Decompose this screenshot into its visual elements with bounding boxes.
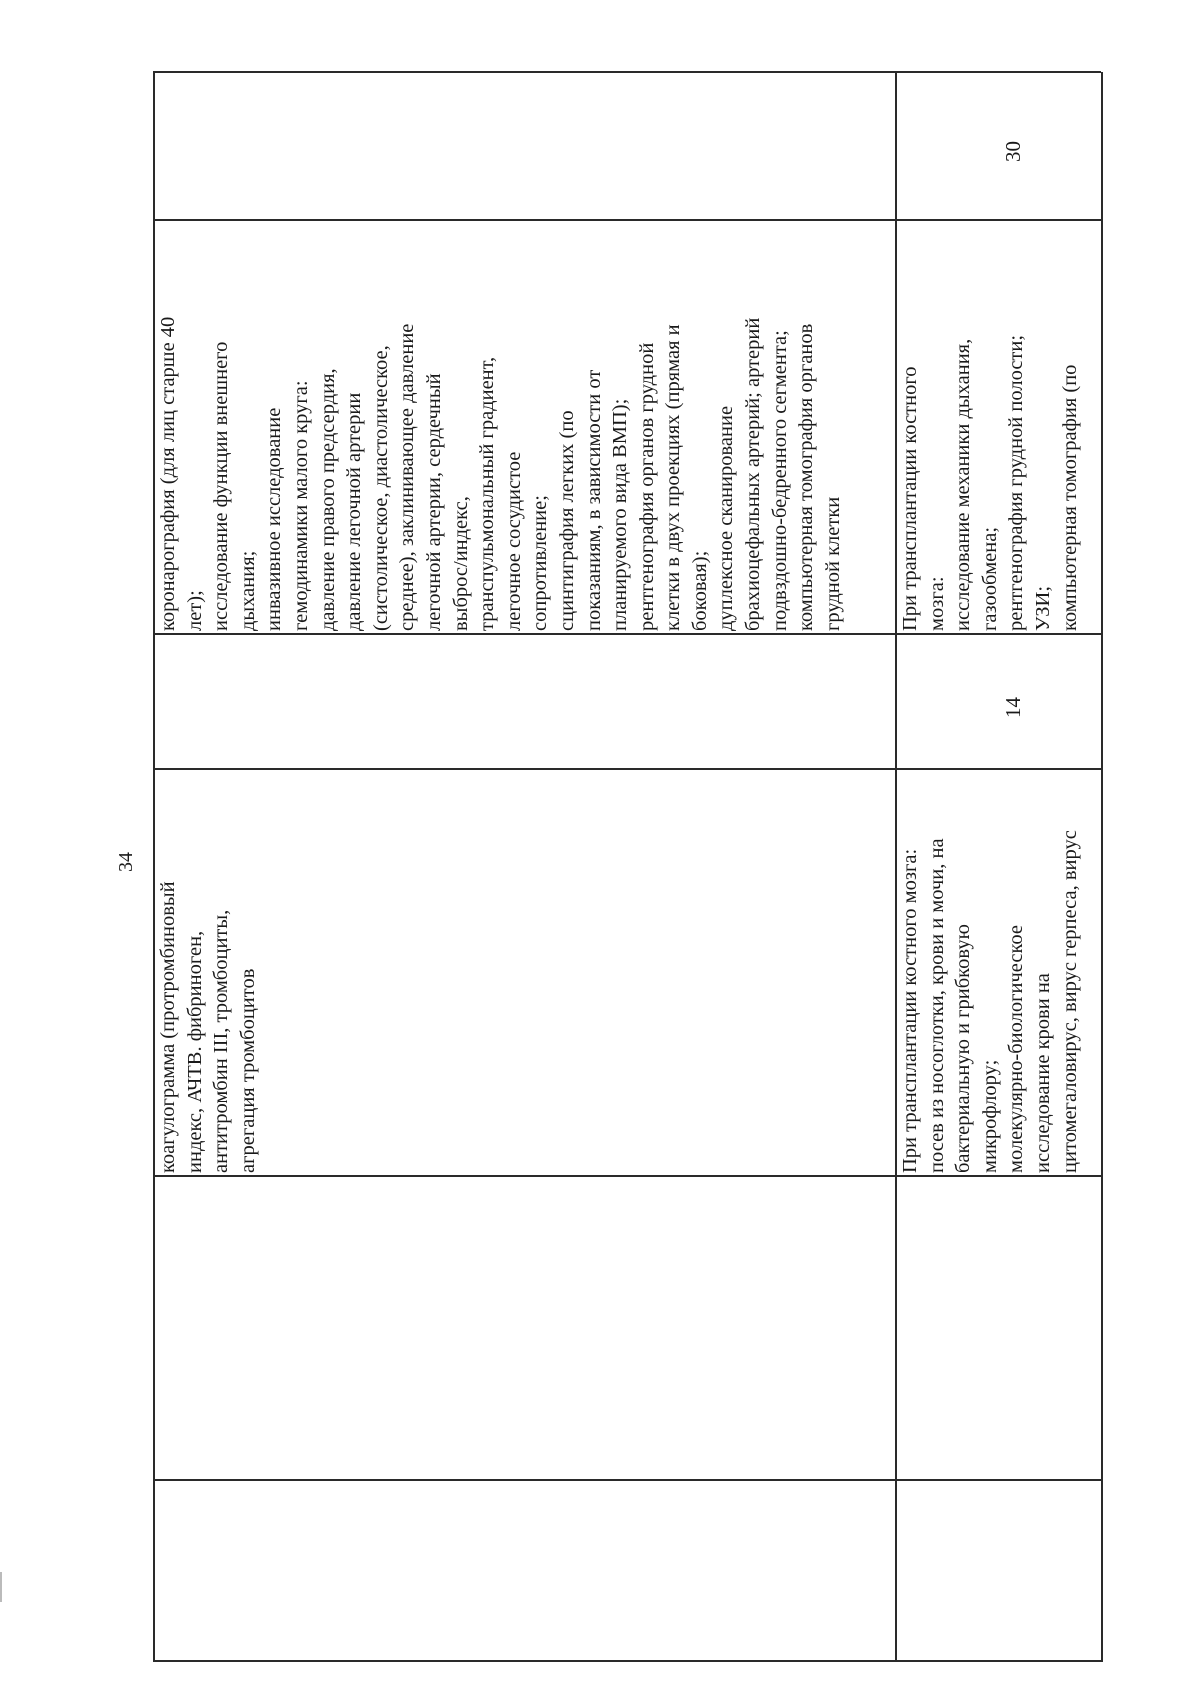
table-cell-row2-col6: 30 bbox=[1001, 141, 1025, 162]
table-cell-row2-col4: 14 bbox=[1001, 697, 1025, 718]
table-border-bottom bbox=[1101, 72, 1103, 1662]
page-number: 34 bbox=[115, 852, 137, 872]
table-cell-row2-col5: При трансплантации костного мозга: исследование механики дыхания, газообмена; рентгенография грудной полости; УЗИ; компьютерная томография (по bbox=[899, 334, 1081, 631]
scan-edge-mark bbox=[0, 1572, 2, 1602]
table-col-divider-1 bbox=[153, 1480, 1101, 1482]
table-cell-row2-col3: При трансплантации костного мозга: посев из носоглотки, крови и мочи, на бактериальную и грибковую микрофлору; молекулярно-биологическое исследование крови на цитомегаловирус, вирус герпеса, вирус bbox=[899, 830, 1081, 1173]
table-border-right bbox=[153, 72, 1101, 74]
table-cell-row1-col3: коагулограмма (протромбиновый индекс, АЧТВ. фибриноген, антитромбин III, тромбоциты, агрегация тромбоцитов bbox=[157, 881, 259, 1173]
table-cell-row1-col5: коронарография (для лиц старше 40 лет); исследование функции внешнего дыхания; инвазивное исследование гемодинамики малого круга: давление правого предсердия, давление легочной артерии (систолическое, диастолическое, среднее), заклинивающее давление легочной артерии, сердечный выброс/индекс, транспульмональный градиент, легочное сосудистое сопротивление; сцинтиграфия легких (по показаниям, в зависимости от планируемого вида ВМП); рентгенография органов грудной клетки в двух проекциях (прямая и боковая); дуплексное сканирование брахиоцефальных артерий; артерий подвздошно-бедренного сегмента; компьютерная томография органов грудной клетки bbox=[157, 316, 844, 631]
table-border-left bbox=[153, 1661, 1101, 1663]
